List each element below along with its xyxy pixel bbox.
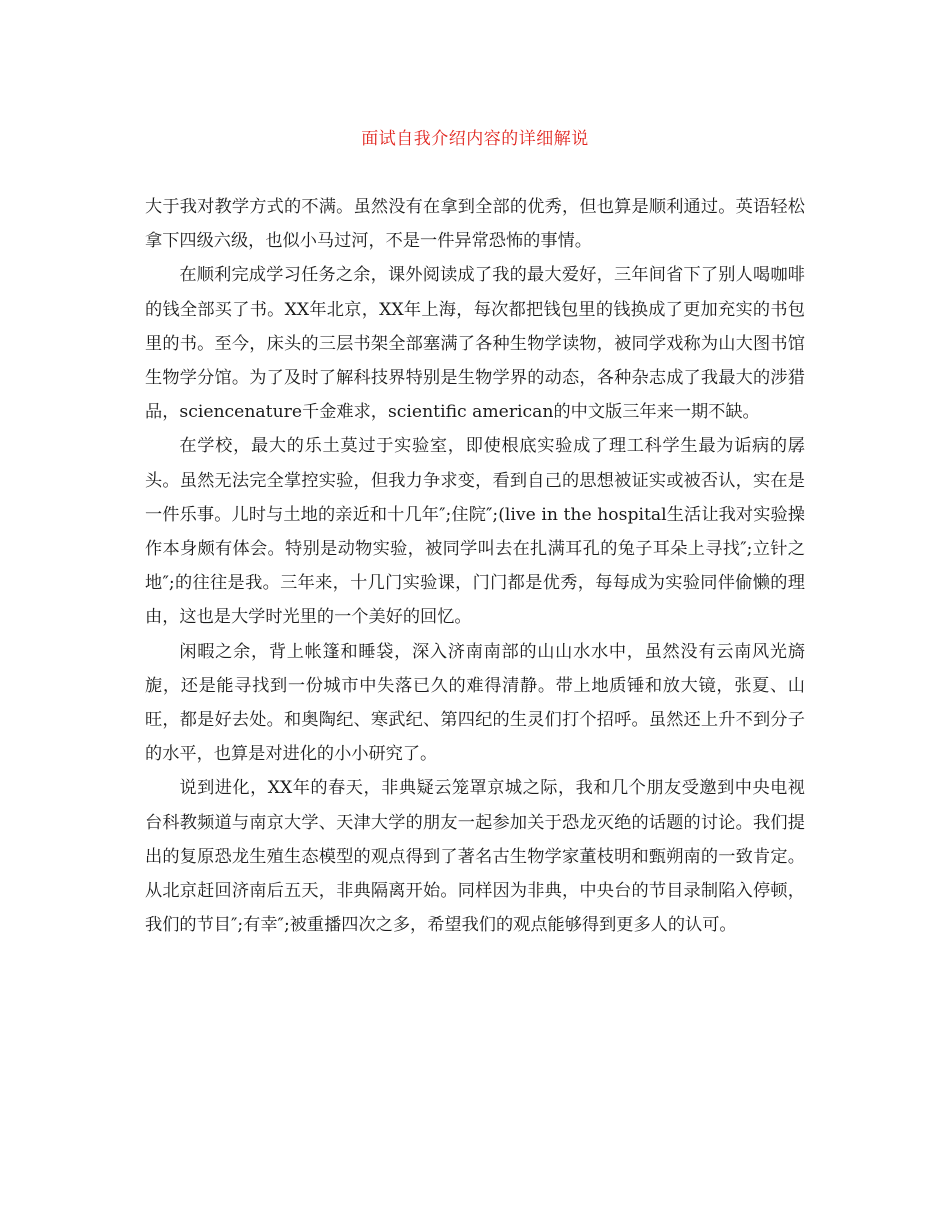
paragraph-1: 大于我对教学方式的不满。虽然没有在拿到全部的优秀，但也算是顺利通过。英语轻松拿下四级六级，也似小马过河，不是一件异常恐怖的事情。 [145, 197, 805, 252]
paragraph-2: 在顺利完成学习任务之余，课外阅读成了我的最大爱好，三年间省下了别人喝咖啡的钱全部买了书。XX年北京，XX年上海，每次都把钱包里的钱换成了更加充实的书包里的书。至今，床头的三层书架全部塞满了各种生物学读物，被同学戏称为山大图书馆生物学分馆。为了及时了解科技界特别是生物学界的动态，各种杂志成了我最大的涉猎品，sciencenature千金难求，scientific american的中文版三年来一期不缺。 [145, 265, 805, 423]
document-body [145, 190, 805, 942]
paragraph-5: 说到进化，XX年的春天，非典疑云笼罩京城之际，我和几个朋友受邀到中央电视台科教频道与南京大学、天津大学的朋友一起参加关于恐龙灭绝的话题的讨论。我们提出的复原恐龙生殖生态模型的观点得到了著名古生物学家董枝明和甄朔南的一致肯定。从北京赶回济南后五天，非典隔离开始。同样因为非典，中央台的节目录制陷入停顿，我们的节目″;有幸″;被重播四次之多，希望我们的观点能够得到更多人的认可。 [145, 778, 805, 936]
paragraph-3: 在学校，最大的乐土莫过于实验室，即使根底实验成了理工科学生最为诟病的孱头。虽然无法完全掌控实验，但我力争求变，看到自己的思想被证实或被否认，实在是一件乐事。儿时与土地的亲近和十几年″;住院″;(live in the hospital生活让我对实验操作本身颇有体会。特别是动物实验，被同学叫去在扎满耳孔的兔子耳朵上寻找″;立针之地″;的往往是我。三年来，十几门实验课，门门都是优秀，每每成为实验同伴偷懒的理由，这也是大学时光里的一个美好的回忆。 [145, 436, 805, 628]
document-title: 面试自我介绍内容的详细解说 [361, 129, 589, 149]
paragraph-4: 闲暇之余，背上帐篷和睡袋，深入济南南部的山山水水中，虽然没有云南风光旖旎，还是能寻找到一份城市中失落已久的难得清静。带上地质锤和放大镜，张夏、山旺，都是好去处。和奥陶纪、寒武纪、第四纪的生灵们打个招呼。虽然还上升不到分子的水平，也算是对进化的小小研究了。 [145, 641, 805, 765]
